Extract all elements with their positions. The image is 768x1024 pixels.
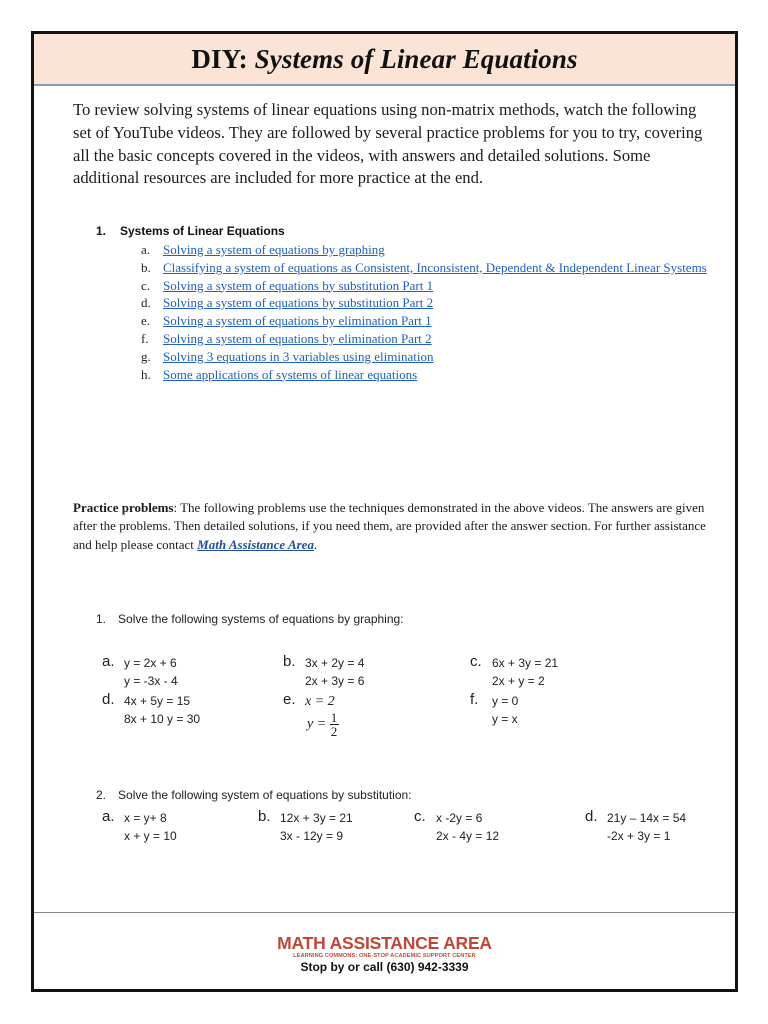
- page-title: [191, 44, 577, 75]
- footer-brand-logo: MATH ASSISTANCE AREA: [277, 933, 492, 953]
- title-prefix: DIY:: [191, 43, 248, 74]
- video-links: [96, 241, 716, 383]
- video-link-classifying[interactable]: Classifying a system of equations as Consistent, Inconsistent, Dependent & Independent Linear Systems: [163, 259, 707, 275]
- video-item: g. Solving 3 equations in 3 variables using elimination: [141, 348, 434, 364]
- footer: [34, 934, 735, 975]
- video-link-graphing[interactable]: Solving a system of equations by graphing: [163, 242, 385, 257]
- video-link-substitution-1[interactable]: Solving a system of equations by substitution Part 1: [163, 277, 434, 293]
- title-main: Systems of Linear Equations: [254, 43, 578, 74]
- video-item: e. Solving a system of equations by elimination Part 1: [141, 313, 432, 329]
- video-link-applications[interactable]: Some applications of systems of linear equations: [163, 366, 418, 382]
- video-item: d. Solving a system of equations by substitution Part 2: [141, 295, 434, 311]
- video-link-elimination-2[interactable]: Solving a system of equations by elimination Part 2: [163, 330, 432, 346]
- footer-contact: Stop by or call (630) 942-3339: [300, 960, 469, 974]
- document-page: DIY: Systems of Linear Equations To review solving systems of linear equations using non-matrix methods, watch the following set of YouTube videos. They are followed by several practice problems for you to try, covering all the basic concepts covered in the videos, with answers and detailed solutions. Some additional resources are included for more practice at the end. 1. Systems of Linear Equations a. Solving a system of equations by graphing b. Classifying a system of equations as Consistent, Inconsistent, Dependent & Independent Linear Systems c. Solving a system of equations by substitution Part 1 d. Solving a system of equations by substitution Part 2 e. Solving a system of equations by elimination Part 1 f. Solving a system of equations by elimination Part 2 g. Solving 3 equations in 3 variables using elimination h. Some applications of systems of linear equations Practice problems: The following problems use the techniques demonstrated in the above videos. The answers are given after the problems. Then detailed solutions, if you need them, are provided after the answer section. For further assistance and help please contact Math Assistance Area. 1. Solve the following systems of equations by graphing: a. y = 2x + 6 y = -3x - 4 b. 3x + 2y = 4 2x + 3y = 6 c. 6x + 3y = 21 2x + y = 2 d. 4x + 5y = 15 8x + 10 y = 30 e. x = 2 y = $\frac{1}{2}$ f. y = 0 y = x 2. Solve the following system of equations by substitution: a. x = y+ 8 x + y = 10 b. 12x + 3y = 21 3x - 12y = 9 c. x -2y = 6 2x - 4y = 12 d. 21y – 14x = 54 -2x + 3y = 1 MATH ASSISTANCE AREA LEARNING COMMONS: ONE-STOP ACADEMIC SUPPORT CENTER Stop by or call (630) 942-3339: [31, 31, 738, 992]
- problem-2-heading: 2. Solve the following system of equations by substitution:: [96, 788, 412, 802]
- section-number: 1.: [96, 224, 107, 238]
- practice-intro: Practice problems: The following problems use the techniques demonstrated in the above videos. The answers are given after the problems. Then detailed solutions, if you need them, are provided after the answer section. For further assistance and help please contact Math Assistance Area.: [73, 500, 706, 552]
- section-title: Systems of Linear Equations: [120, 224, 285, 238]
- video-item: a. Solving a system of equations by graphing: [141, 242, 385, 257]
- footer-brand-subtitle: LEARNING COMMONS: ONE-STOP ACADEMIC SUPPORT CENTER: [293, 953, 476, 959]
- practice-label: Practice problems: [73, 500, 174, 515]
- intro-paragraph: To review solving systems of linear equations using non-matrix methods, watch the following set of YouTube videos. They are followed by several practice problems for you to try, covering all the basic concepts covered in the videos, with answers and detailed solutions. Some additional resources are included for more practice at the end.: [73, 100, 703, 188]
- video-link-substitution-2[interactable]: Solving a system of equations by substitution Part 2: [163, 295, 434, 311]
- video-item: h. Some applications of systems of linear equations: [141, 366, 418, 382]
- footer-divider: [34, 912, 735, 913]
- math-assistance-link[interactable]: Math Assistance Area: [197, 536, 314, 552]
- video-list-section: [96, 224, 716, 383]
- video-link-3-variables[interactable]: Solving 3 equations in 3 variables using elimination: [163, 348, 434, 364]
- title-banner: [34, 34, 735, 86]
- fraction-one-half: $\frac{1}{2}$: [330, 709, 338, 739]
- video-item: b. Classifying a system of equations as Consistent, Inconsistent, Dependent & Independent Linear Systems: [141, 259, 707, 275]
- video-item: f. Solving a system of equations by elimination Part 2: [141, 330, 432, 346]
- video-link-elimination-1[interactable]: Solving a system of equations by elimination Part 1: [163, 313, 432, 329]
- video-item: c. Solving a system of equations by substitution Part 1: [141, 277, 434, 293]
- problem-1-heading: 1. Solve the following systems of equations by graphing:: [96, 612, 404, 626]
- video-list-heading: [96, 224, 716, 238]
